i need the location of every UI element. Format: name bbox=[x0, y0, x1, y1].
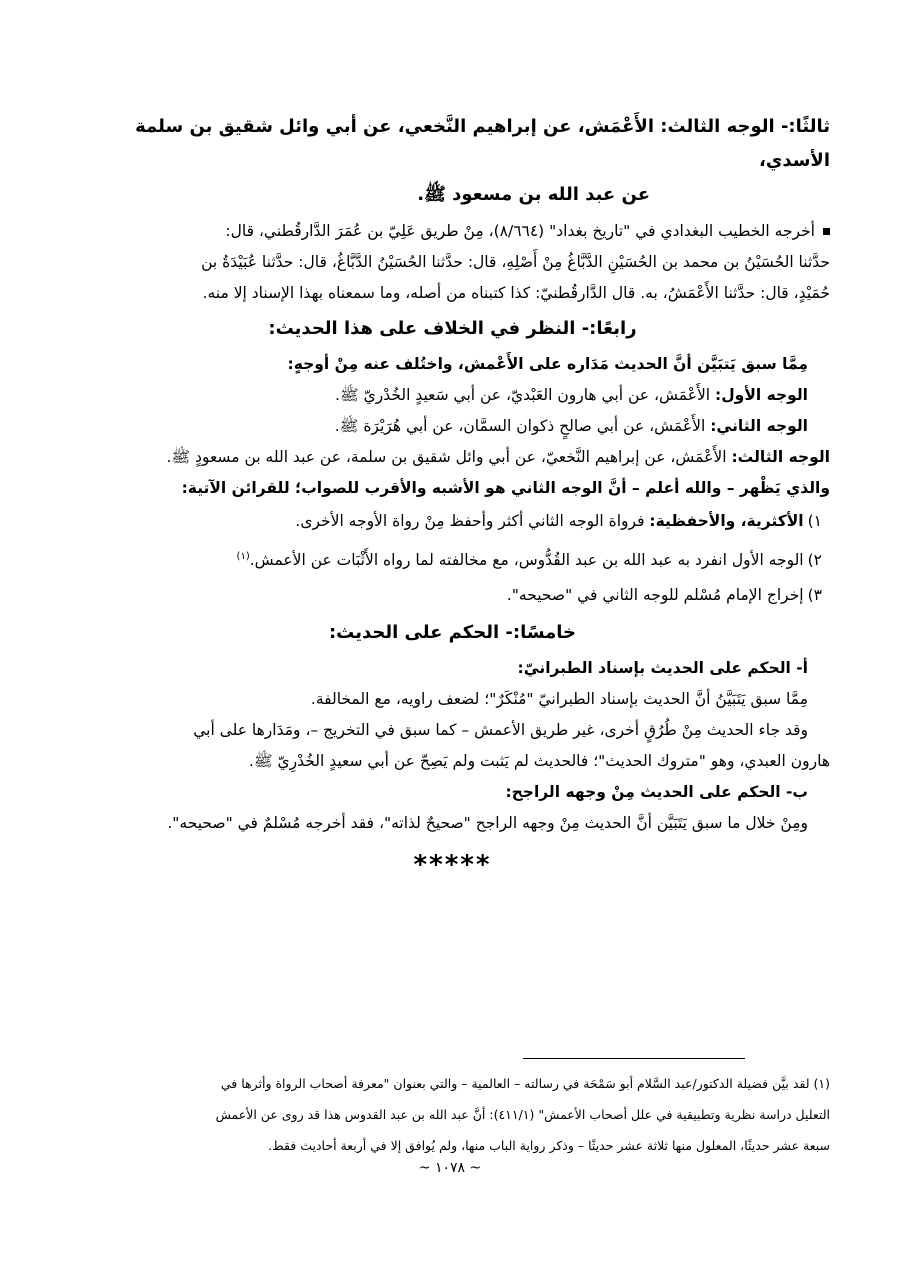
variant-3 bbox=[75, 442, 830, 473]
evidence-item-1-num: ١) bbox=[807, 512, 822, 530]
section5-heading: خامسًا:- الحكم على الحديث: bbox=[328, 622, 577, 644]
section4-heading: رابعًا:- النظر في الخلاف على هذا الحديث: bbox=[268, 318, 637, 339]
ruling-b-line1: ومِنْ خلال ما سبق يَتَبَيَّن أنَّ الحديث مِنْ وجهه الراجح "صحيحٌ لذاته"، فقد أخرجه مُسْلمٌ في "صحيحه". bbox=[167, 814, 808, 833]
ruling-a-line3: هارون العبدي، وهو "متروك الحديث"؛ فالحديث لم يَثبت ولم يَصِحّ عن أبي سعيدٍ الخُدْرِيّ ﷺ. bbox=[248, 752, 830, 771]
takhrij-line1 bbox=[75, 216, 830, 247]
evidence-item-2-text: الوجه الأول انفرد به عبد الله بن عبد القُدُّوس، مع مخالفته لما رواه الأَثْبَات عن الأعمش. bbox=[249, 551, 804, 570]
page-body bbox=[75, 110, 830, 885]
section-separator: ***** bbox=[413, 850, 492, 881]
page-number: ~ ١٠٧٨ ~ bbox=[418, 1160, 482, 1176]
evidence-item-2 bbox=[75, 539, 830, 578]
evidence-item-1-label: الأكثرية، والأحفظية: bbox=[649, 512, 804, 530]
evidence-item-1-text: فرواة الوجه الثاني أكثر وأحفظ مِنْ رواة الأوجه الأخرى. bbox=[295, 512, 650, 530]
sub-heading-a: أ- الحكم على الحديث بإسناد الطبرانيّ: bbox=[517, 659, 808, 678]
sub-heading-b: ب- الحكم على الحديث مِنْ وجهه الراجح: bbox=[505, 783, 808, 802]
section4-intro: مِمَّا سبق يَتبَيَّن أنَّ الحديث مَدَاره على الأَعْمش، واختُلف عنه مِنْ أوجهٍ: bbox=[287, 355, 808, 373]
bullet-icon bbox=[823, 228, 830, 235]
evidence-item-2-num: ٢) bbox=[807, 551, 822, 570]
footnote-ref[interactable]: (١) bbox=[236, 551, 250, 562]
section3-heading bbox=[75, 110, 830, 178]
variant-1-label: الوجه الأول: bbox=[715, 386, 808, 404]
footnote bbox=[75, 1068, 830, 1161]
ruling-a-line2: وقد جاء الحديث مِنْ طُرُقٍ أخرى، غير طريق الأعمش – كما سبق في التخريج –، ومَدَارها على أبي bbox=[193, 721, 808, 740]
section3-heading-line2: عن عبد الله بن مسعود ﷺ. bbox=[417, 184, 650, 205]
evidence-item-3 bbox=[75, 578, 830, 613]
ruling-a-line1: مِمَّا سبق يَتَبَيَّنُ أنَّ الحديث بإسناد الطبرانيّ "مُنْكَرٌ"؛ لضعف راويه، مع المخالفة. bbox=[310, 690, 808, 709]
variant-1 bbox=[75, 380, 830, 411]
variant-2 bbox=[75, 411, 830, 442]
footnote-line1: (١) لقد بيَّن فضيلة الدكتور/عبد السَّلام أبو سَمْحَة في رسالته – العالمية – والتي بعنوان "معرفة أصحاب الرواة وأثرها في bbox=[220, 1076, 830, 1091]
footnote-divider bbox=[523, 1058, 745, 1059]
variant-2-text: الأَعْمَش، عن أبي صالحٍ ذكوان السمَّان، عن أبي هُرَيْرَة ﷺ. bbox=[334, 417, 711, 435]
section3-label: ثالثًا:- الوجه الثالث: bbox=[660, 116, 830, 137]
footnote-line2: التعليل دراسة نظرية وتطبيقية في علل أصحاب الأعمش" (٤١١/١): أنَّ عبد الله بن عبد القدوس هذا قد روى عن الأعمش bbox=[215, 1107, 830, 1122]
variant-1-text: الأَعْمَش، عن أبي هارون العَبْديّ، عن أبي سَعيدٍ الخُدْريّ ﷺ. bbox=[335, 386, 716, 404]
takhrij-line2: حدَّثنا الحُسَيْنُ بن محمد بن الحُسَيْنِ الدَّبَّاغُ مِنْ أَصْلِهِ، قال: حدَّثنا الحُسَيْنُ الدَّبَّاغُ، قال: حدَّثنا عُبَيْدَةُ بن bbox=[201, 253, 830, 271]
section3-text: الأَعْمَش، عن إبراهيم النَّخعي، عن أبي وائل شقيق بن سلمة الأسدي، bbox=[135, 116, 830, 171]
variant-3-text: الأَعْمَش، عن إبراهيم النَّخعيّ، عن أبي وائل شقيق بن سلمة، عن عبد الله بن مسعودٍ ﷺ. bbox=[166, 448, 732, 466]
evidence-item-1 bbox=[75, 504, 830, 539]
evidence-item-3-text: إخراج الإمام مُسْلم للوجه الثاني في "صحيحه". bbox=[506, 586, 804, 605]
evidence-item-3-num: ٣) bbox=[807, 586, 822, 605]
takhrij-line1-text: أخرجه الخطيب البغدادي في "تاريخ بغداد" (٨/٦٦٤)، مِنْ طريق عَلِيّ بن عُمَرَ الدَّارقُطني، قال: bbox=[225, 222, 815, 240]
conclusion: والذي يَظْهر – والله أعلم – أنَّ الوجه الثاني هو الأشبه والأقرب للصواب؛ للقرائن الآتية: bbox=[181, 479, 830, 497]
footnote-line3: سبعة عشر حديثًا، المعلول منها ثلاثة عشر حديثًا – وذكر رواية الباب منها، ولم يُوافق إلا في أربعة أحاديث فقط. bbox=[268, 1138, 830, 1153]
variant-3-label: الوجه الثالث: bbox=[731, 448, 830, 466]
takhrij-line3: حُمَيْدٍ، قال: حدَّثنا الأَعْمَشُ، به. قال الدَّارقُطنيّ: كذا كتبناه من أصله، وما سمعناه بهذا الإسناد إلا منه. bbox=[202, 284, 830, 302]
variant-2-label: الوجه الثاني: bbox=[710, 417, 808, 435]
